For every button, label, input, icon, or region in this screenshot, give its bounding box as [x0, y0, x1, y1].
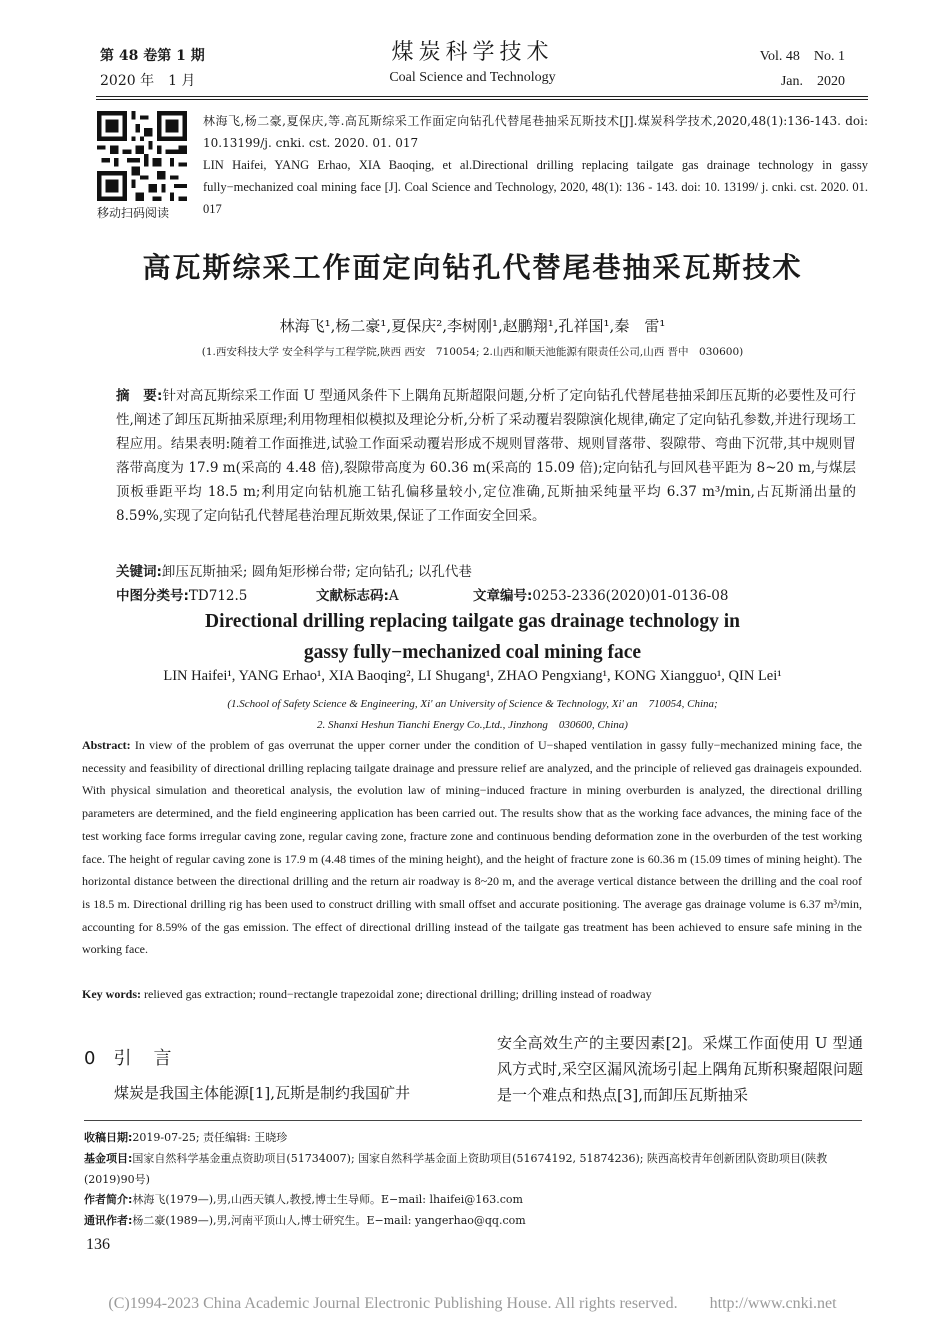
keywords-zh-label: 关键词:: [116, 564, 162, 580]
abstract-zh-text: 针对高瓦斯综采工作面 U 型通风条件下上隅角瓦斯超限问题,分析了定向钻孔代替尾巷抽采卸压瓦斯的必要性及可行性,阐述了卸压瓦斯抽采原理;利用物理相似模拟及理论分析,分析了采动覆岩裂隙演化规律,确定了定向钻孔参数,并进行现场工程应用。结果表明:随着工作面推进,试验工作面采动覆岩形成不规则冒落带、规则冒落带、裂隙带、弯曲下沉带,其中规则冒落带高度为 17.9 m(采高的 4.48 倍),裂隙带高度为 60.36 m(采高的 15.09 倍);定向钻孔与回风巷平距为 8~20 m,与煤层顶板垂距平均 18.5 m;利用定向钻机施工钻孔偏移量较小,定位准确,瓦斯抽采纯量平均 6.37 m³/min,占瓦斯涌出量的 8.59%,实现了定向钻孔代替尾巷治理瓦斯效果,保证了工作面安全回采。: [116, 388, 856, 524]
section-title: 引言: [113, 1048, 194, 1069]
affiliation-en: [60, 694, 885, 736]
citation-block: [203, 110, 868, 220]
copyright-watermark: (C)1994-2023 China Academic Journal Electronic Publishing House. All rights reserved. http://www.cnki.net: [108, 1295, 837, 1312]
title-en-line2: gassy fully−mechanized coal mining face: [303, 642, 642, 663]
corresponding-value: 杨二豪(1989—),男,河南平顶山人,博士研究生。E−mail: yangerhao@qq.com: [132, 1214, 526, 1227]
clc-label: 中图分类号:: [116, 588, 189, 604]
abstract-en-label: Abstract:: [82, 738, 131, 752]
journal-name-zh: 煤炭科学技术: [391, 40, 554, 65]
fund-value: 国家自然科学基金重点资助项目(51734007); 国家自然科学基金面上资助项目(51674192, 51874236); 陕西高校青年创新团队资助项目(陕教(2019)90号): [84, 1152, 828, 1186]
qr-caption: 移动扫码阅读: [97, 206, 170, 220]
abstract-zh: [116, 384, 856, 528]
issue-date-en: Jan. 2020: [780, 74, 845, 89]
section-heading: [84, 1044, 193, 1070]
footnote-rule: [84, 1120, 862, 1121]
author-label: 作者简介:: [84, 1193, 133, 1206]
issue-info: [100, 44, 205, 94]
article-title-zh: 高瓦斯综采工作面定向钻孔代替尾巷抽采瓦斯技术: [142, 251, 803, 284]
doc-code-value: A: [388, 588, 399, 604]
intro-paragraph-right: 安全高效生产的主要因素[2]。采煤工作面使用 U 型通风方式时,采空区漏风流场引起上隅角瓦斯积聚超限问题是一个难点和热点[3],而卸压瓦斯抽采: [497, 1034, 863, 1104]
volume-issue-en: Vol. 48 No. 1: [759, 49, 845, 64]
intro-paragraph-left: 煤炭是我国主体能源[1],瓦斯是制约我国矿井: [114, 1084, 411, 1102]
section-number: 0: [84, 1048, 96, 1069]
citation-zh: 林海飞,杨二豪,夏保庆,等.高瓦斯综采工作面定向钻孔代替尾巷抽采瓦斯技术[J].煤炭科学技术,2020,48(1):136-143. doi: 10.13199/j. cnki. cst. 2020. 01. 017: [203, 114, 868, 150]
journal-name-en: Coal Science and Technology: [389, 70, 556, 85]
footnote-fund: [84, 1148, 864, 1190]
affiliation-en-2: 2. Shanxi Heshun Tianchi Energy Co.,Ltd., Jinzhong 030600, China): [317, 719, 628, 731]
issue-date: 2020 年 1 月: [100, 73, 196, 89]
affiliation-en-1: (1.School of Safety Science & Engineering, Xi' an University of Science & Technology, Xi' an 710054, China;: [227, 698, 718, 710]
fund-label: 基金项目:: [84, 1152, 133, 1165]
authors-en: LIN Haifei¹, YANG Erhao¹, XIA Baoqing², LI Shugang¹, ZHAO Pengxiang¹, KONG Xiangguo¹, QIN Lei¹: [163, 668, 782, 684]
header-rule: [96, 96, 868, 97]
abstract-en: [82, 734, 862, 961]
qr-code-icon[interactable]: [97, 111, 187, 201]
keywords-en: [82, 983, 862, 1005]
abstract-en-text: In view of the problem of gas overrunat the upper corner under the condition of U−shaped ventilation in gassy fully−mechanized mining face, the necessity and feasibility of directional drilling replacing tailgate drainage and pressure relief are analyzed, and the principle of relieved gas drainageis expounded. With physical simulation and theoretical analysis, the evolution law of mining−induced fracture in mining overburden is analyzed, the directional drilling parameters are determined, and the field engineering application has been carried out. The results show that as the working face advances, the mining face of the test working face forms irregular caving zone, regular caving zone, fracture zone and continuous bending deformation zone in the overburden of the test working face. The height of regular caving zone is 17.9 m (4.48 times of the mining height), and the height of fracture zone is 60.36 m (15.09 times of mining height). The horizontal distance between the directional drilling and the return air roadway is 8~20 m, and the average vertical distance between the drilling and the coal roof is 18.5 m. Directional drilling rig has been used to construct drilling with small offset and accurate positioning. The average gas drainage volume is 6.37 m³/min, accounting for 8.59% of the gas emission. The effect of directional drilling instead of the tailgate gas treatment has been achieved to ensure safe mining in the working face.: [82, 738, 862, 957]
corresponding-label: 通讯作者:: [84, 1214, 133, 1227]
article-number-value: 0253-2336(2020)01-0136-08: [532, 588, 729, 604]
article-number: [473, 584, 728, 608]
clc-value: TD712.5: [188, 588, 248, 604]
author-value: 林海飞(1979—),男,山西天镇人,教授,博士生导师。E−mail: lhaifei@163.com: [132, 1193, 523, 1206]
citation-en: LIN Haifei, YANG Erhao, XIA Baoqing, et al.Directional drilling replacing tailgate gas drainage technology in gassy fully−mechanized coal mining face [J]. Coal Science and Technology, 2020, 48(1): 136 - 143. doi: 10. 13199/ j. cnki. cst. 2020. 01. 017: [203, 158, 868, 216]
document-code: [316, 584, 473, 608]
keywords-zh-text: 卸压瓦斯抽采; 圆角矩形梯台带; 定向钻孔; 以孔代巷: [161, 564, 472, 580]
issue-info-en: [760, 44, 845, 94]
received-label: 收稿日期:: [84, 1131, 133, 1144]
title-en-line1: Directional drilling replacing tailgate gas drainage technology in: [205, 611, 740, 632]
footnote-corresponding: [84, 1210, 864, 1231]
page-number: 136: [86, 1236, 110, 1253]
footnote-author: [84, 1189, 864, 1210]
volume-issue: 第 48 卷第 1 期: [100, 48, 205, 64]
footnote-received: [84, 1127, 864, 1148]
affiliation-zh: (1.西安科技大学 安全科学与工程学院,陕西 西安 710054; 2.山西和顺天池能源有限责任公司,山西 晋中 030600): [201, 346, 744, 358]
article-title-en: [100, 606, 845, 668]
keywords-en-label: Key words:: [82, 987, 141, 1001]
keywords-zh: [116, 560, 856, 584]
keywords-en-text: relieved gas extraction; round−rectangle trapezoidal zone; directional drilling; drilling instead of roadway: [144, 987, 652, 1001]
received-value: 2019-07-25; 责任编辑: 王晓珍: [132, 1131, 288, 1144]
classification-line: [116, 584, 856, 608]
clc-number: [116, 584, 316, 608]
abstract-zh-label: 摘 要:: [116, 388, 163, 404]
doc-code-label: 文献标志码:: [316, 588, 389, 604]
article-number-label: 文章编号:: [473, 588, 533, 604]
authors-zh: 林海飞¹,杨二豪¹,夏保庆²,李树刚¹,赵鹏翔¹,孔祥国¹,秦 雷¹: [279, 317, 666, 335]
journal-name: [300, 38, 645, 88]
header-rule-thin: [96, 99, 868, 100]
